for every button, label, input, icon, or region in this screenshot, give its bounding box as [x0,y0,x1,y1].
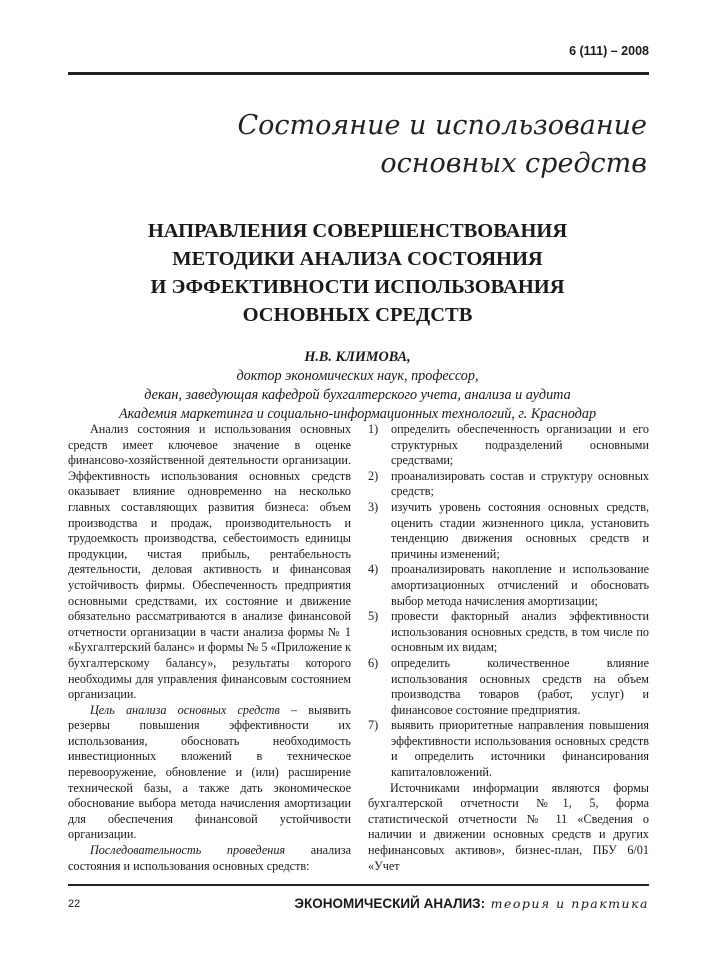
list-item [368,422,649,469]
sequence-text: анализа состояния и использования основных средств: [68,843,351,873]
list-item-number: 4) [368,562,379,577]
list-item [368,562,649,609]
goal-text: – выявить резервы повышения эффективности их использования, обосновать необходимость инвестиционных вложений в техническое перевооружение, обновление и (или) расширение технической базы, а также дать экономическое обоснование выбора метода начисления амортизации для обеспечения финансовой устойчивости организации. [68,702,351,842]
header-rule [68,72,649,75]
list-item-text: провести факторный анализ эффективности использования основных средств, в том числе по основным их видам; [391,609,649,655]
journal-title: ЭКОНОМИЧЕСКИЙ АНАЛИЗ: [294,896,486,911]
list-item-number: 7) [368,718,379,733]
title-line-2: МЕТОДИКИ АНАЛИЗА СОСТОЯНИЯ [172,248,543,270]
steps-list [368,422,649,781]
list-item-number: 2) [368,468,379,483]
section-heading [238,107,647,183]
title-line-3: И ЭФФЕКТИВНОСТИ ИСПОЛЬЗОВАНИЯ [150,276,565,298]
list-item-text: определить обеспеченность организации и его структурных подразделений основными средствами; [391,422,649,468]
list-item-number: 3) [368,499,379,514]
author-position: декан, заведующая кафедрой бухгалтерского учета, анализа и аудита [144,387,571,403]
journal-subtitle: теория и практика [485,896,649,911]
left-column [68,422,351,874]
paragraph-sources: Источниками информации являются формы бухгалтерской отчетности №1, 5, форма статистической отчетности № 11 «Сведения о наличии и движении основных средств и других нефинансовых активов», бизнес-план, ПБУ 6/01 «Учет [368,780,649,873]
list-item [368,469,649,500]
footer-rule [68,884,649,886]
journal-name [294,896,649,911]
paragraph-sequence [68,843,351,874]
section-line-2: основных средств [380,148,647,179]
list-item-text: выявить приоритетные направления повышения эффективности использования основных средств и определить источники финансирования капиталовложений. [391,718,649,780]
title-line-1: НАПРАВЛЕНИЯ СОВЕРШЕНСТВОВАНИЯ [147,220,568,242]
author-degree: доктор экономических наук, профессор, [236,368,479,384]
list-item-number: 1) [368,422,379,436]
section-line-1: Состояние и использование [237,110,647,141]
article-title [68,217,647,329]
list-item [368,609,649,656]
sequence-lead: Последовательность проведения [90,843,286,858]
author-block [68,348,647,424]
list-item [368,500,649,562]
list-item-text: проанализировать состав и структуру основных средств; [391,468,649,499]
goal-lead: Цель анализа основных средств [90,702,280,717]
author-affiliation: Академия маркетинга и социально-информационных технологий, г. Краснодар [118,406,597,422]
author-name: Н.В. КЛИМОВА, [304,349,411,365]
issue-number: 6 (111) – 2008 [569,44,649,58]
paragraph-intro: Анализ состояния и использования основных средств имеет ключевое значение в оценке финансово-хозяйственной деятельности организации. Эффективность использования основных средств оказывает влияние одновременно на несколько главных составляющих развития бизнеса: объем производства и продаж, производительность и трудоемкость производства, себестоимость единицы продукции, чистая прибыль, рентабельность деятельности, деловая активность и финансовая устойчивость фирмы. Обеспеченность предприятия основными средствами, их состояние и движение обязательно рассматриваются в анализе финансовой отчетности организации в части анализа формы № 1 «Бухгалтерский баланс» и формы № 5 «Приложение к бухгалтерскому балансу», результаты которого необходимы для управления финансовым состоянием организации. [68,422,351,702]
paragraph-goal [68,703,351,843]
right-column [368,422,649,874]
list-item [368,718,649,780]
list-item [368,656,649,718]
list-item-text: проанализировать накопление и использование амортизационных отчислений и обосновать выбор метода начисления амортизации; [391,562,649,608]
list-item-number: 5) [368,609,379,624]
page-number: 22 [68,898,81,910]
list-item-text: изучить уровень состояния основных средств, оценить стадии жизненного цикла, установить тенденцию движения основных средств и причины изменений; [391,499,649,561]
list-item-number: 6) [368,655,379,670]
title-line-4: ОСНОВНЫХ СРЕДСТВ [242,304,473,326]
list-item-text: определить количественное влияние использования основных средств на объем производства товаров (работ, услуг) и финансовое состояние предприятия. [391,655,649,717]
